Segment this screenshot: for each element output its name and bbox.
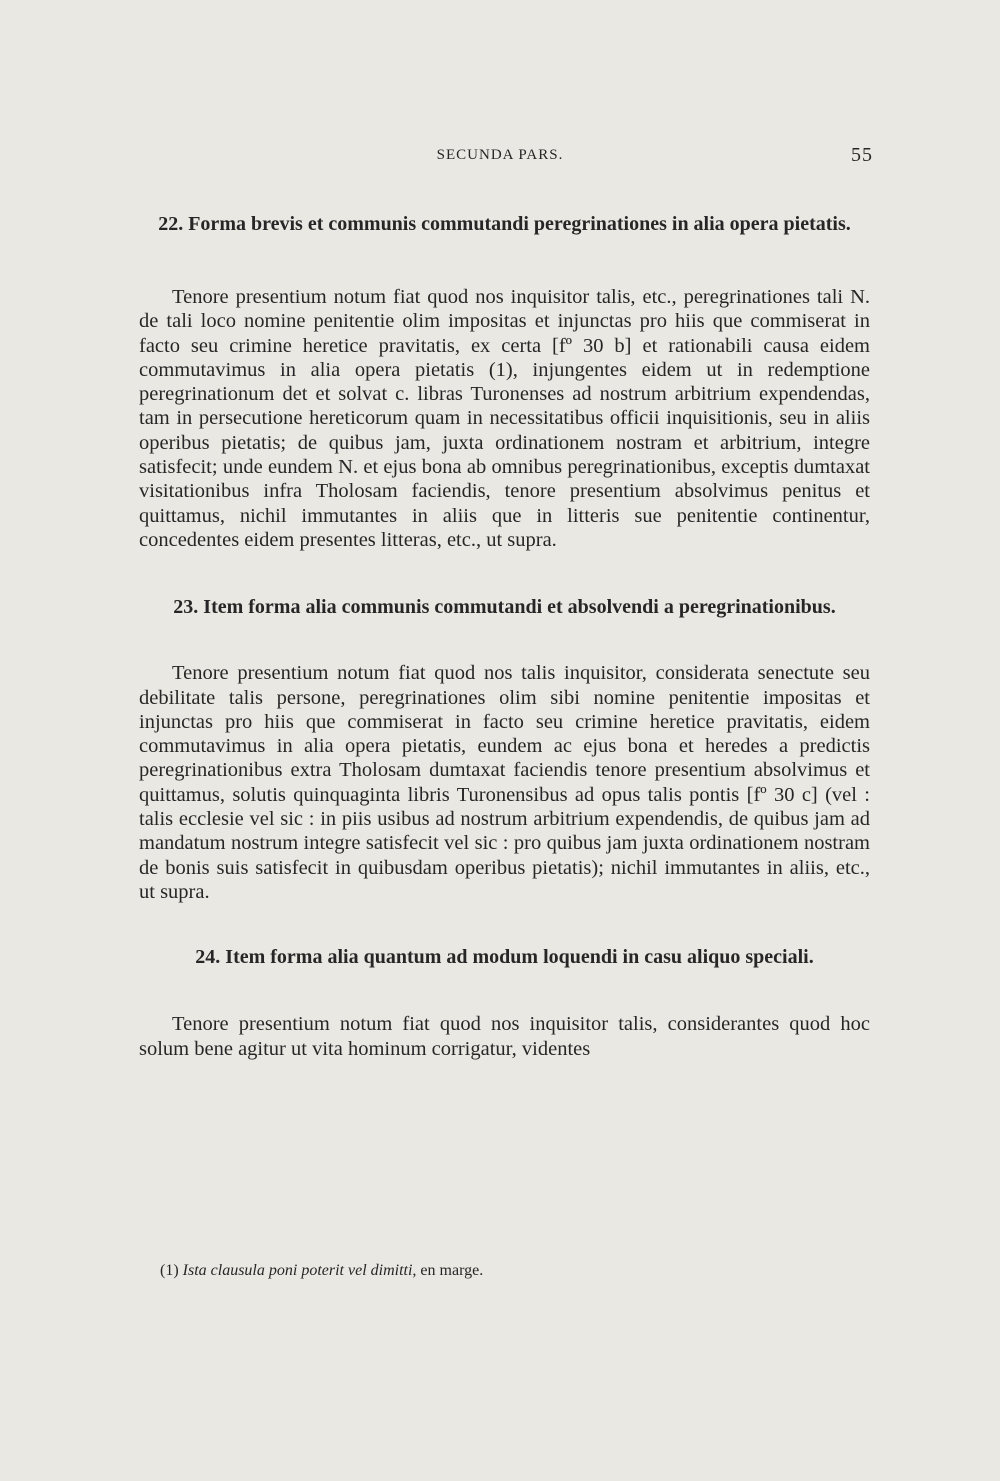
main-text [139, 212, 870, 1061]
page-number: 55 [851, 144, 873, 166]
section-text-24: Tenore presentium notum fiat quod nos inquisitor talis, considerantes quod hoc solum bene agitur ut vita hominum corrigatur, videntes [139, 1013, 870, 1060]
section-heading-24: 24. Item forma alia quantum ad modum loquendi in casu aliquo speciali. [195, 946, 814, 969]
section-text-22: Tenore presentium notum fiat quod nos inquisitor talis, etc., peregrinationes tali N. de tali loco nomine penitentie olim impositas et injunctas pro hiis que commiserat in facto seu crimine heretice pravitatis, ex certa [fº 30 b] et rationabili causa eidem commutavimus in alia opera pietatis (1), injungentes eidem ut in redemptione peregrinationum det et solvat c. libras Turonenses ad nostrum arbitrium expendendas, tam in persecutione hereticorum quam in necessitatibus officii inquisitionis, seu in aliis operibus pietatis; de quibus jam, juxta ordinationem nostram et arbitrium, integre satisfecit; unde eundem N. et ejus bona ab omnibus peregrinationibus, exceptis dumtaxat visitationibus infra Tholosam faciendis, tenore presentium absolvimus penitus et quittamus, nichil immutantes in aliis que in litteris sue penitentie continentur, concedentes eidem presentes litteras, etc., ut supra. [139, 286, 870, 551]
footnote-text: en marge. [420, 1262, 484, 1279]
section-text-23: Tenore presentium notum fiat quod nos talis inquisitor, considerata senectute seu debilitate talis persone, peregrinationes olim sibi nomine penitentie impositas et injunctas pro hiis que commiserat in facto seu crimine heretice pravitatis, eidem commutavimus in alia opera pietatis, eundem ac ejus bona et heredes a predictis peregrinationibus extra Tholosam dumtaxat faciendis tenore presentium absolvimus et quittamus, solutis quinquaginta libris Turonensibus ad opus talis pontis [fº 30 c] (vel : talis ecclesie vel sic : in piis usibus ad nostrum arbitrium expendendis, de quibus jam ad mandatum nostrum integre satisfecit vel sic : pro quibus jam juxta ordinationem nostram de bonis suis satisfecit in quibusdam operibus pietatis); nichil immutantes in aliis, etc., ut supra. [139, 662, 870, 903]
footnote-italic-text: Ista clausula poni poterit vel dimitti, [182, 1262, 417, 1279]
footnote-marker: (1) [160, 1262, 179, 1279]
footnote [160, 1262, 483, 1280]
section-heading-23: 23. Item forma alia communis commutandi et absolvendi a peregrinationibus. [173, 596, 836, 619]
section-heading-22: 22. Forma brevis et communis commutandi peregrinationes in alia opera pietatis. [158, 213, 851, 235]
running-title: SECUNDA PARS. [436, 147, 564, 163]
